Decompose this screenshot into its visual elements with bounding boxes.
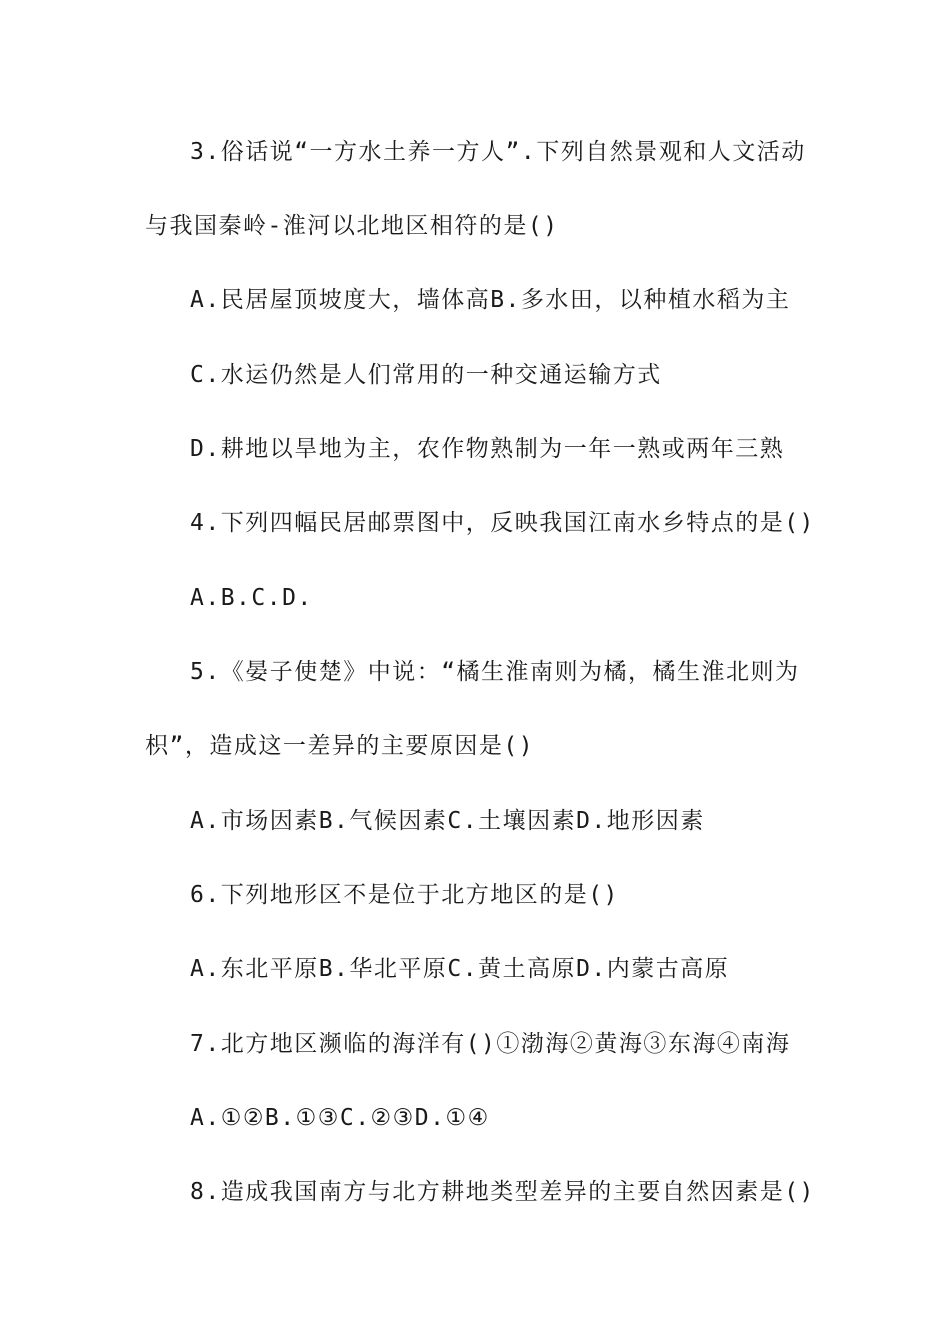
question-3-stem-line-2: 与我国秦岭-淮河以北地区相符的是(): [145, 213, 559, 239]
question-3-option-c: C.水运仍然是人们常用的一种交通运输方式: [190, 362, 662, 388]
question-7-options: A.①②B.①③C.②③D.①④: [190, 1105, 490, 1131]
question-5-stem-line-2: 枳”，造成这一差异的主要原因是(): [145, 733, 535, 759]
question-5-options: A.市场因素B.气候因素C.土壤因素D.地形因素: [190, 808, 705, 834]
question-8-stem: 8.造成我国南方与北方耕地类型差异的主要自然因素是(): [190, 1179, 815, 1205]
question-3-option-d: D.耕地以旱地为主，农作物熟制为一年一熟或两年三熟: [190, 436, 785, 462]
question-3-stem-line-1: 3.俗话说“一方水土养一方人”.下列自然景观和人文活动: [190, 139, 806, 165]
question-4-options: A.B.C.D.: [190, 585, 313, 611]
question-6-stem: 6.下列地形区不是位于北方地区的是(): [190, 882, 619, 908]
question-5-stem-line-1: 5.《晏子使楚》中说：“橘生淮南则为橘，橘生淮北则为: [190, 659, 800, 685]
question-7-stem: 7.北方地区濒临的海洋有()①渤海②黄海③东海④南海: [190, 1031, 791, 1057]
question-4-stem: 4.下列四幅民居邮票图中，反映我国江南水乡特点的是(): [190, 510, 815, 536]
question-6-options: A.东北平原B.华北平原C.黄土高原D.内蒙古高原: [190, 956, 730, 982]
question-3-options-ab: A.民居屋顶坡度大，墙体高B.多水田，以种植水稻为主: [190, 287, 791, 313]
